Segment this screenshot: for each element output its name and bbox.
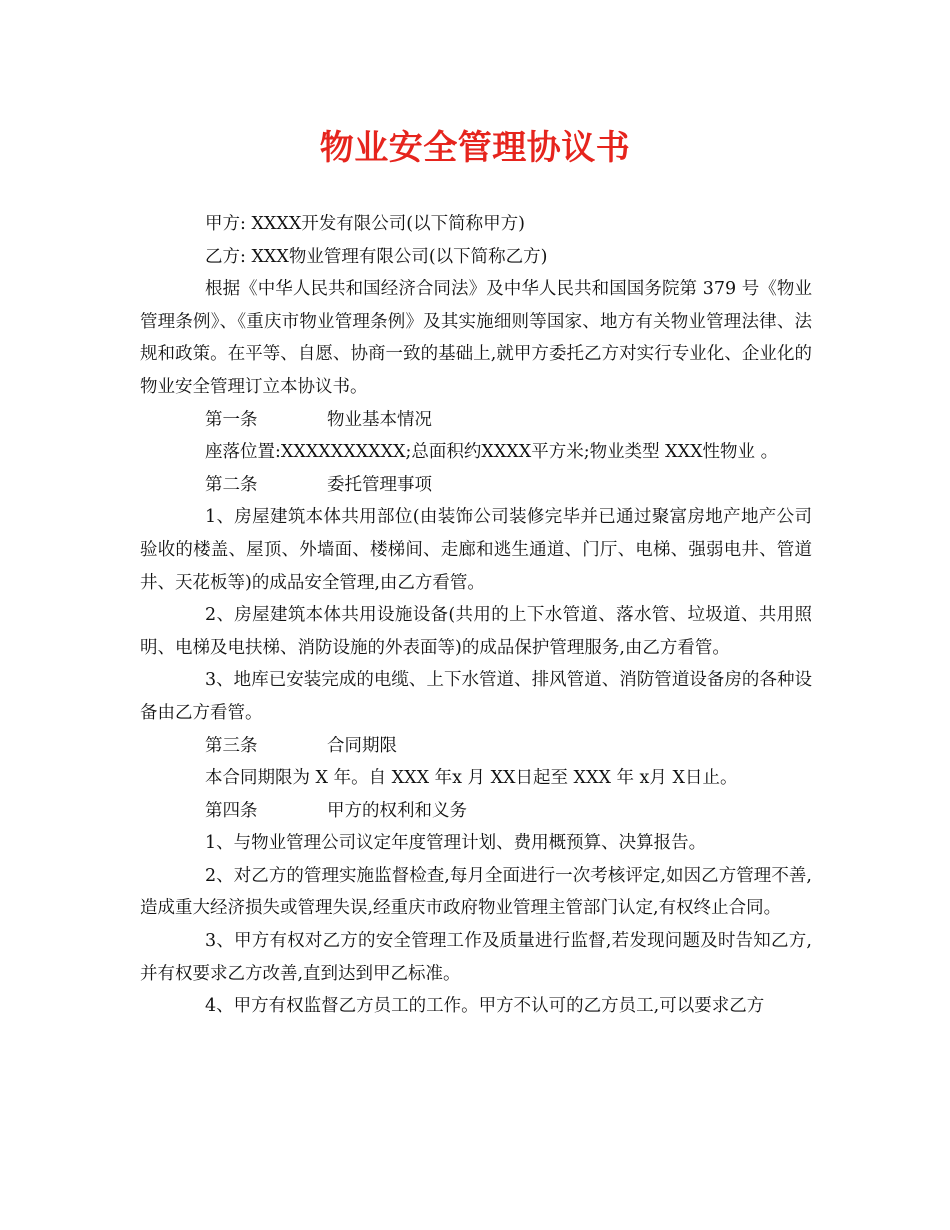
- article-paragraph: 本合同期限为 X 年。自 XXX 年x 月 XX日起至 XXX 年 x月 X日止。: [205, 768, 738, 789]
- article-number: 第一条: [205, 409, 258, 430]
- party-b: 乙方: XXX物业管理有限公司(以下简称乙方): [205, 246, 548, 267]
- article-heading: [140, 404, 812, 437]
- article-number: 第四条: [205, 800, 258, 821]
- article-paragraph: 座落位置:XXXXXXXXXX;总面积约XXXX平方米;物业类型 XXX性物业 。: [205, 442, 779, 463]
- article-heading: [140, 795, 812, 828]
- preamble-paragraph: 根据《中华人民共和国经济合同法》及中华人民共和国国务院第 379 号《物业管理条例》、《重庆市物业管理条例》及其实施细则等国家、地方有关物业管理法律、法规和政策。在平等、自愿、协商一致的基础上,就甲方委托乙方对实行专业化、企业化的物业安全管理订立本协议书。: [140, 279, 812, 397]
- article-number: 第三条: [205, 735, 258, 756]
- article-paragraph: 4、甲方有权监督乙方员工的工作。甲方不认可的乙方员工,可以要求乙方: [205, 996, 765, 1017]
- article-paragraph: 1、房屋建筑本体共用部位(由装饰公司装修完毕并已通过聚富房地产地产公司验收的楼盖、屋顶、外墙面、楼梯间、走廊和逃生通道、门厅、电梯、强弱电井、管道井、天花板等)的成品安全管理,由乙方看管。: [140, 507, 812, 593]
- article-title: 委托管理事项: [327, 474, 432, 495]
- article-paragraph: 1、与物业管理公司议定年度管理计划、费用概预算、决算报告。: [205, 833, 707, 854]
- document-title: 物业安全管理协议书: [319, 128, 631, 168]
- article-heading: [140, 469, 812, 502]
- article-paragraph: 3、甲方有权对乙方的安全管理工作及质量进行监督,若发现问题及时告知乙方,并有权要求乙方改善,直到达到甲乙标准。: [140, 931, 812, 984]
- party-a: 甲方: XXXX开发有限公司(以下简称甲方): [205, 214, 525, 234]
- document-body: [140, 208, 812, 1023]
- article-heading: [140, 730, 812, 763]
- article-title: 合同期限: [327, 735, 397, 756]
- article-number: 第二条: [205, 474, 258, 495]
- article-title: 甲方的权利和义务: [327, 800, 467, 821]
- article-paragraph: 2、对乙方的管理实施监督检查,每月全面进行一次考核评定,如因乙方管理不善,造成重大经济损失或管理失误,经重庆市政府物业管理主管部门认定,有权终止合同。: [140, 865, 812, 919]
- article-title: 物业基本情况: [327, 409, 432, 430]
- article-paragraph: 3、地库已安装完成的电缆、上下水管道、排风管道、消防管道设备房的各种设备由乙方看管。: [140, 670, 812, 723]
- article-paragraph: 2、房屋建筑本体共用设施设备(共用的上下水管道、落水管、垃圾道、共用照明、电梯及电扶梯、消防设施的外表面等)的成品保护管理服务,由乙方看管。: [140, 605, 812, 658]
